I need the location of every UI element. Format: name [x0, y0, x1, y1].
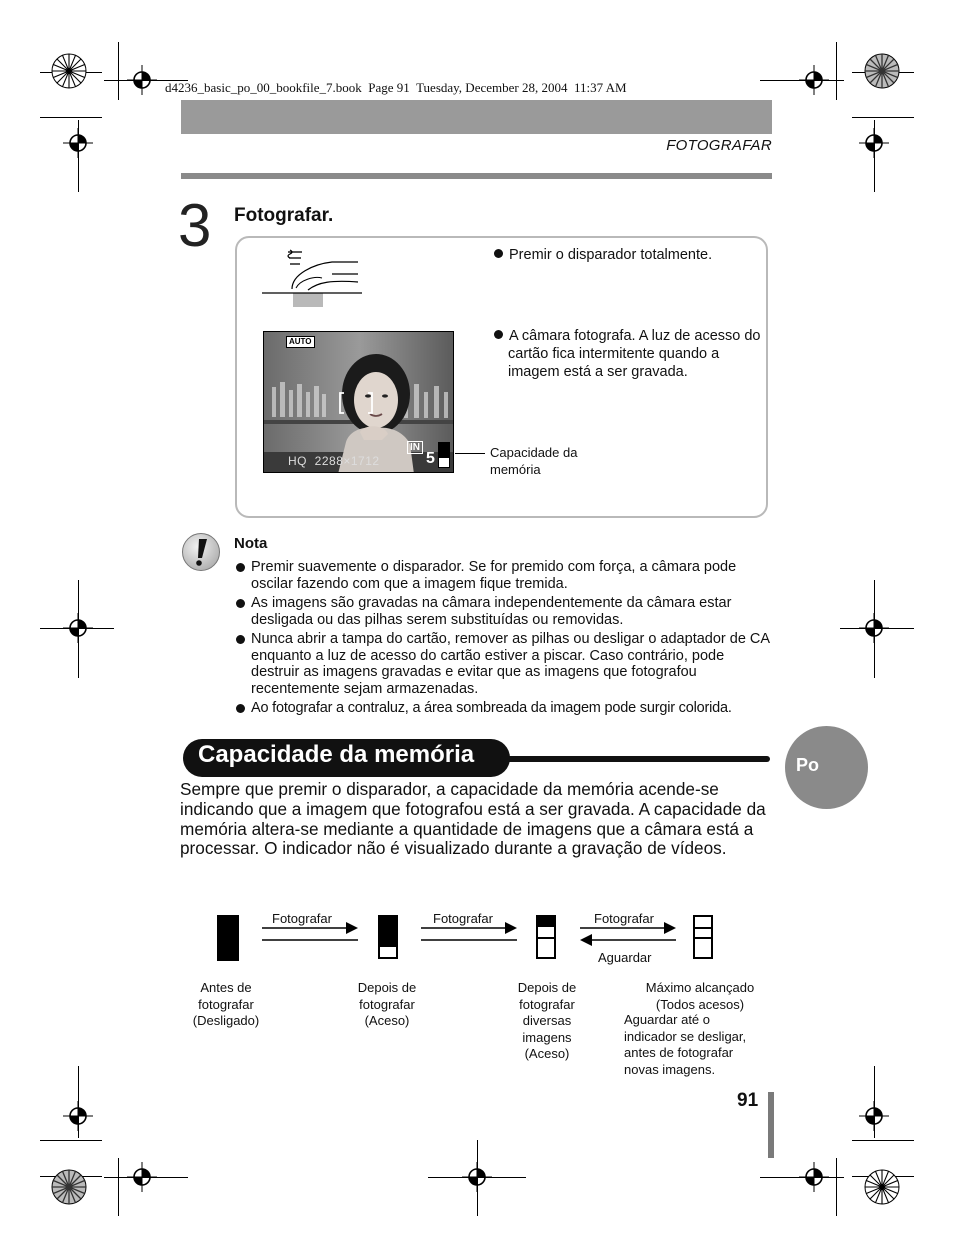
- shots-remaining: 5: [426, 450, 435, 467]
- registration-target-icon: [859, 613, 889, 643]
- header-rule: [181, 173, 772, 179]
- step-bullet-2: A câmara fotografa. A luz de acesso do cartão fica intermitente quando a imagem está a ser gravada.: [494, 327, 764, 381]
- arrow-label: Fotografar: [594, 911, 654, 926]
- callout-leader: [455, 453, 485, 454]
- camera-lcd-preview: [263, 331, 454, 473]
- header-bar: [181, 100, 772, 134]
- registration-target-icon: [63, 1101, 93, 1131]
- internal-memory-badge: IN: [407, 441, 423, 454]
- rosette-icon: [864, 53, 900, 89]
- registration-target-icon: [859, 128, 889, 158]
- note-title: Nota: [234, 535, 268, 552]
- caption-state-4-instructions: Aguardar até o indicador se desligar, antes de fotografar novas imagens.: [624, 1012, 747, 1077]
- quality-readout: HQ 2288×1712: [288, 454, 380, 468]
- note-list: [236, 559, 776, 720]
- memory-section-body: Sempre que premir o disparador, a capacidade da memória acende-se indicando que a imagem que fotografou está a ser gravada. A capacidade da memória altera-se mediante a quantidade de imagens que a câmara está a processar. O indicador não é visualizado durante a gravação de vídeos.: [180, 779, 766, 859]
- caption-state-4: Máximo alcançado (Todos acesos): [645, 980, 755, 1012]
- registration-target-icon: [63, 613, 93, 643]
- note-item: As imagens são gravadas na câmara independentemente da câmara estar desligada ou das pilhas serem substituídas ou removidas.: [236, 595, 776, 628]
- caption-state-2: Depois de fotografar (Aceso): [357, 980, 417, 1028]
- registration-target-icon: [127, 1162, 157, 1192]
- step-bullet-1: Premir o disparador totalmente.: [494, 246, 764, 264]
- section-heading: Capacidade da memória: [198, 741, 475, 768]
- file-header: d4236_basic_po_00_bookfile_7.book Page 91 Tuesday, December 28, 2004 11:37 AM: [165, 80, 627, 95]
- step-number: 3: [178, 192, 212, 259]
- memory-capacity-callout: Capacidade da memória: [490, 445, 578, 477]
- note-item: Ao fotografar a contraluz, a área sombreada da imagem pode surgir colorida.: [236, 700, 776, 717]
- arrow-label: Fotografar: [272, 911, 332, 926]
- exclamation-icon: [182, 533, 220, 571]
- rosette-icon: [864, 1169, 900, 1205]
- indicator-full-icon: [693, 915, 713, 959]
- registration-target-icon: [462, 1162, 492, 1192]
- rosette-icon: [51, 1169, 87, 1205]
- registration-target-icon: [859, 1101, 889, 1131]
- language-tab-label: Po: [796, 755, 820, 775]
- registration-target-icon: [63, 128, 93, 158]
- note-item: Premir suavemente o disparador. Se for premido com força, a câmara pode oscilar fazendo com que a imagem fique tremida.: [236, 559, 776, 592]
- memory-gauge-icon: [438, 442, 450, 468]
- step-title: Fotografar.: [234, 205, 334, 226]
- indicator-level1-icon: [378, 915, 398, 959]
- registration-target-icon: [799, 65, 829, 95]
- rosette-icon: [51, 53, 87, 89]
- caption-state-3: Depois de fotografar diversas imagens (Aceso): [517, 980, 577, 1061]
- registration-target-icon: [799, 1162, 829, 1192]
- arrow-label: Aguardar: [598, 950, 652, 965]
- auto-mode-badge: AUTO: [286, 336, 315, 348]
- section-heading-rule: [500, 756, 770, 762]
- exclamation-glyph-icon: [182, 533, 220, 571]
- caption-state-1: Antes de fotografar (Desligado): [192, 980, 260, 1028]
- arrow-label: Fotografar: [433, 911, 493, 926]
- note-item: Nunca abrir a tampa do cartão, remover as pilhas ou desligar o adaptador de CA enquanto a luz de acesso do cartão estiver a piscar. Caso contrário, pode destruir as imagens gravadas e evitar que as imagens que fotografou recentemente sejam armazenadas.: [236, 631, 776, 697]
- bullet-dot: [494, 249, 503, 258]
- registration-target-icon: [127, 65, 157, 95]
- page-number-bar: [768, 1092, 774, 1158]
- section-title: FOTOGRAFAR: [666, 137, 772, 154]
- page-number: 91: [737, 1090, 759, 1111]
- indicator-off-icon: [217, 915, 239, 961]
- indicator-level2-icon: [536, 915, 556, 959]
- bullet-dot: [494, 330, 503, 339]
- shutter-press-icon: [262, 244, 362, 310]
